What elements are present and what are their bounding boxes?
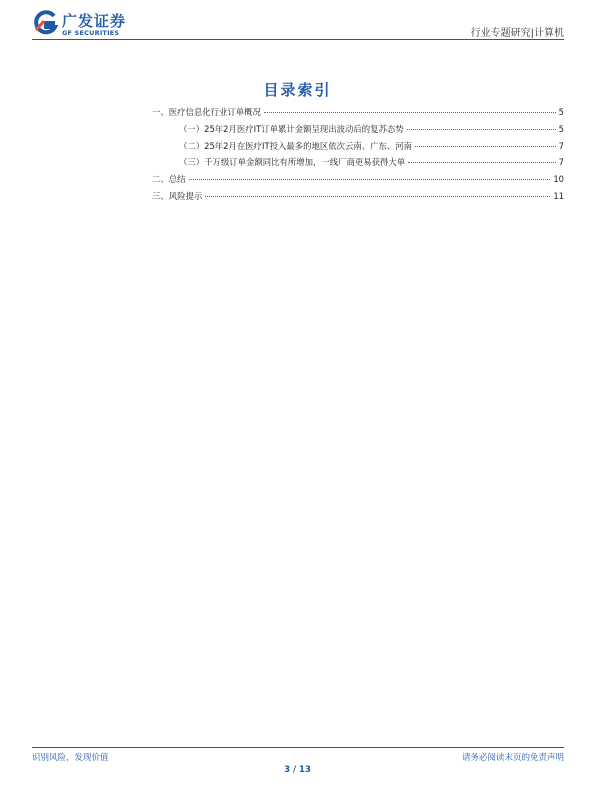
toc-entry-page: 7 — [558, 157, 564, 168]
toc-entry-page: 5 — [558, 123, 564, 134]
toc-leader-dots — [264, 112, 556, 113]
page-header — [32, 8, 564, 38]
toc-entry[interactable] — [152, 173, 564, 190]
gf-securities-logo — [32, 10, 132, 40]
toc-entry-text: 一、医疗信息化行业订单概况 — [152, 107, 261, 117]
toc-entry[interactable] — [152, 106, 564, 123]
toc-entry-page: 11 — [553, 190, 564, 201]
page-number: 3 / 13 — [284, 765, 311, 775]
logo-english-name: GF SECURITIES — [62, 29, 120, 37]
toc-leader-dots — [408, 162, 556, 163]
table-of-contents — [152, 106, 564, 207]
toc-leader-dots — [407, 129, 556, 130]
toc-entry-page: 10 — [553, 174, 564, 185]
toc-subentry[interactable] — [152, 140, 564, 157]
toc-entry-text: （一）25年2月医疗IT订单累计金额呈现出波动后的复苏态势 — [179, 123, 404, 134]
toc-entry-text: （三）千万级订单金额同比有所增加，一线厂商更易获得大单 — [179, 157, 406, 168]
footer-divider — [32, 747, 564, 748]
toc-leader-dots — [415, 146, 556, 147]
footer-disclaimer-notice: 请务必阅读末页的免责声明 — [461, 753, 564, 763]
toc-entry-text: （二）25年2月在医疗IT投入最多的地区依次云南、广东、河南 — [179, 140, 412, 151]
toc-subentry[interactable] — [152, 123, 564, 140]
logo-chinese-name: 广发证券 — [62, 12, 127, 30]
gf-logo-mark-icon — [32, 10, 58, 36]
toc-title: 目录索引 — [263, 81, 332, 99]
toc-subentry[interactable] — [152, 156, 564, 173]
toc-entry-text: 三、风险提示 — [152, 190, 203, 201]
footer-slogan: 识别风险，发现价值 — [32, 753, 109, 763]
toc-entry-page: 5 — [558, 107, 564, 117]
toc-entry-text: 二、总结 — [152, 174, 186, 185]
toc-leader-dots — [189, 179, 551, 180]
report-type-label: 行业专题研究|计算机 — [470, 28, 564, 39]
toc-leader-dots — [205, 196, 550, 197]
toc-entry-page: 7 — [558, 140, 564, 151]
header-divider — [32, 39, 564, 40]
toc-entry[interactable] — [152, 190, 564, 207]
